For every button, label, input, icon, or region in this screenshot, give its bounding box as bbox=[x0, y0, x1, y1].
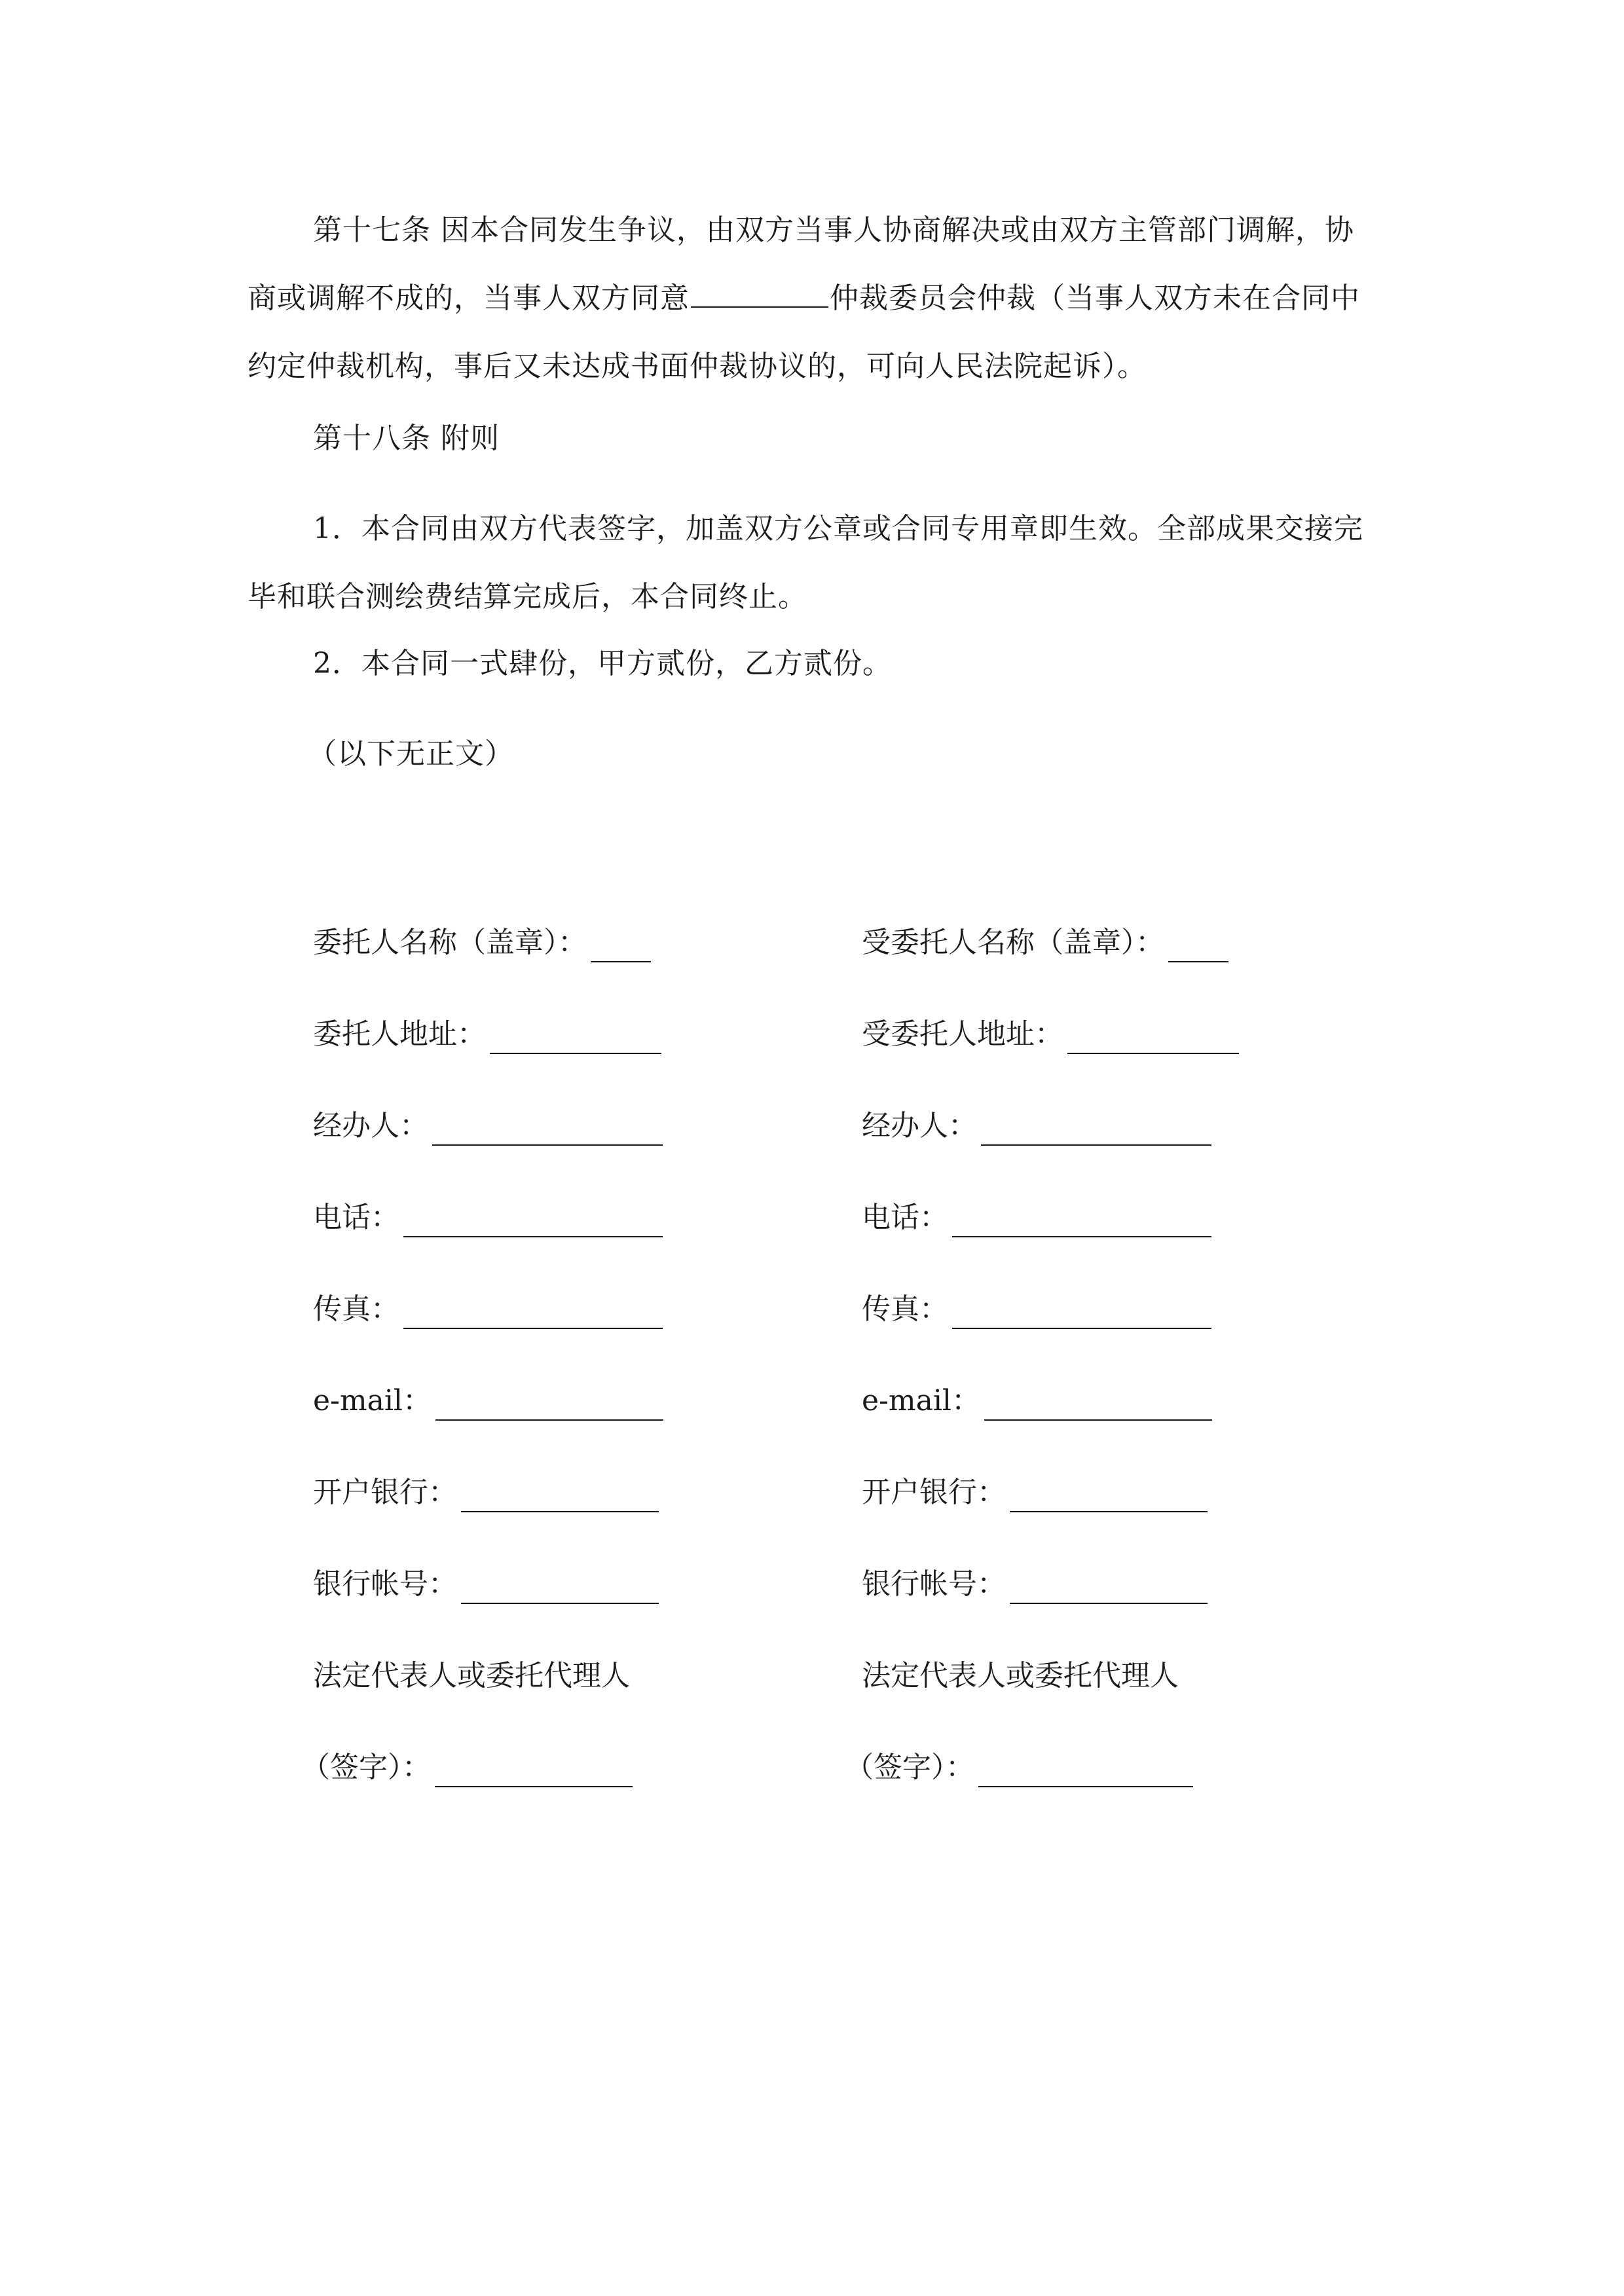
agent-phone-blank[interactable] bbox=[952, 1207, 1211, 1237]
principal-phone-field bbox=[313, 1198, 663, 1237]
principal-bank-field bbox=[313, 1473, 659, 1512]
agent-address-label: 受委托人地址： bbox=[862, 1017, 1063, 1051]
principal-account-field bbox=[313, 1565, 659, 1604]
agent-address-blank[interactable] bbox=[1067, 1024, 1239, 1054]
principal-handler-label: 经办人： bbox=[313, 1109, 428, 1142]
principal-fax-label: 传真： bbox=[313, 1292, 399, 1326]
principal-bank-blank[interactable] bbox=[461, 1482, 659, 1512]
principal-bank-label: 开户银行： bbox=[313, 1476, 457, 1509]
agent-email-blank[interactable] bbox=[984, 1391, 1212, 1421]
principal-name-label: 委托人名称（盖章）： bbox=[313, 926, 587, 959]
article-18-title: 第十八条 附则 bbox=[313, 422, 500, 455]
article-18-clause-2: 2．本合同一式肆份，甲方贰份，乙方贰份。 bbox=[313, 647, 892, 680]
agent-account-blank[interactable] bbox=[1010, 1574, 1208, 1604]
principal-phone-blank[interactable] bbox=[403, 1207, 663, 1237]
principal-signature-label: （签字）： bbox=[301, 1751, 431, 1784]
agent-handler-label: 经办人： bbox=[862, 1109, 977, 1142]
principal-email-label: e-mail： bbox=[313, 1384, 432, 1417]
agent-signature-label: （签字）： bbox=[845, 1751, 974, 1784]
agent-account-label: 银行帐号： bbox=[862, 1567, 1006, 1601]
agent-bank-label: 开户银行： bbox=[862, 1476, 1006, 1509]
agent-signature-blank[interactable] bbox=[978, 1757, 1193, 1787]
agent-handler-field bbox=[862, 1106, 1211, 1146]
end-note: （以下无正文） bbox=[308, 737, 514, 771]
agent-phone-field bbox=[862, 1198, 1211, 1237]
agent-account-field bbox=[862, 1565, 1208, 1604]
principal-account-label: 银行帐号： bbox=[313, 1567, 457, 1601]
agent-email-field bbox=[862, 1381, 1212, 1421]
principal-handler-field bbox=[313, 1106, 663, 1146]
agent-fax-field bbox=[862, 1290, 1211, 1329]
principal-address-blank[interactable] bbox=[490, 1024, 661, 1054]
agent-phone-label: 电话： bbox=[862, 1201, 948, 1234]
principal-name-field bbox=[313, 923, 651, 962]
principal-rep-label bbox=[313, 1656, 630, 1696]
principal-signature-field bbox=[301, 1748, 633, 1787]
article-17-paragraph bbox=[248, 196, 1380, 401]
principal-address-label: 委托人地址： bbox=[313, 1017, 486, 1051]
principal-fax-blank[interactable] bbox=[403, 1299, 663, 1329]
article-17-text-1: 第十七条 因本合同发生争议，由双方当事人协商解决或由双方主管部门调解，协商或调解不成的，当事人双方同意 bbox=[248, 213, 1354, 315]
agent-email-label: e-mail： bbox=[862, 1384, 981, 1417]
agent-rep-label bbox=[862, 1656, 1179, 1696]
principal-phone-label: 电话： bbox=[313, 1201, 399, 1234]
article-17-text-2: 仲裁委员会仲裁（当事人双方未在合同中约定仲裁机构，事后又未达成书面仲裁协议的，可向人民法院起诉）。 bbox=[248, 282, 1360, 383]
agent-handler-blank[interactable] bbox=[981, 1116, 1211, 1146]
agent-fax-blank[interactable] bbox=[952, 1299, 1211, 1329]
agent-address-field bbox=[862, 1015, 1239, 1054]
agent-fax-label: 传真： bbox=[862, 1292, 948, 1326]
agent-signature-field bbox=[845, 1748, 1193, 1787]
principal-name-blank[interactable] bbox=[591, 932, 651, 962]
principal-fax-field bbox=[313, 1290, 663, 1329]
principal-handler-blank[interactable] bbox=[432, 1116, 663, 1146]
agent-bank-blank[interactable] bbox=[1010, 1482, 1208, 1512]
agent-rep-text: 法定代表人或委托代理人 bbox=[862, 1659, 1179, 1692]
principal-address-field bbox=[313, 1015, 661, 1054]
principal-account-blank[interactable] bbox=[461, 1574, 659, 1604]
agent-name-field bbox=[862, 923, 1228, 962]
agent-name-label: 受委托人名称（盖章）： bbox=[862, 926, 1164, 959]
article-18-clause-1: 1．本合同由双方代表签字，加盖双方公章或合同专用章即生效。全部成果交接完毕和联合测绘费结算完成后，本合同终止。 bbox=[248, 512, 1363, 613]
principal-email-field bbox=[313, 1381, 663, 1421]
principal-email-blank[interactable] bbox=[435, 1391, 663, 1421]
principal-signature-blank[interactable] bbox=[435, 1757, 633, 1787]
arbitration-committee-blank[interactable] bbox=[691, 282, 828, 308]
principal-rep-text: 法定代表人或委托代理人 bbox=[313, 1659, 630, 1692]
agent-name-blank[interactable] bbox=[1168, 932, 1228, 962]
agent-bank-field bbox=[862, 1473, 1208, 1512]
